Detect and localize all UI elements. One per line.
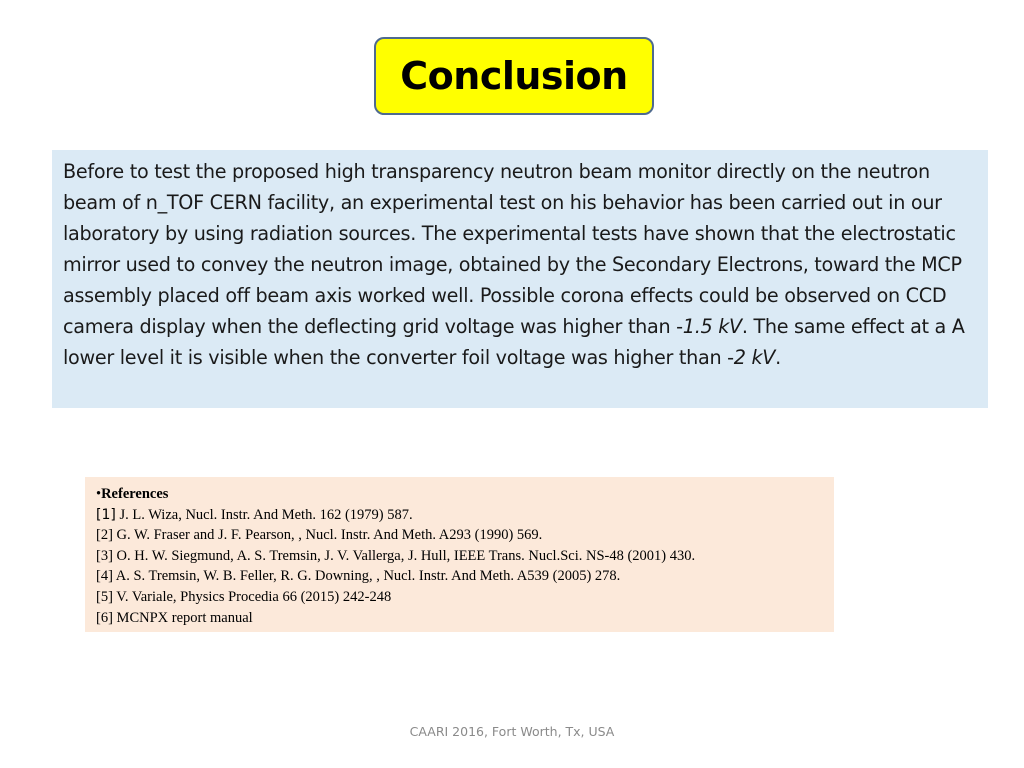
reference-number: [6] <box>96 609 113 626</box>
references-heading-label: References <box>101 486 169 502</box>
page-title: Conclusion <box>400 54 628 98</box>
references-heading <box>96 484 824 505</box>
grid-voltage-value: 1.5 kV <box>682 315 742 338</box>
conclusion-paragraph <box>63 156 978 373</box>
reference-item-5 <box>96 587 824 608</box>
title-box <box>374 37 654 115</box>
reference-item-6 <box>96 608 824 629</box>
conclusion-text-part1: Before to test the proposed high transparency neutron beam monitor directly on the neutron beam of n_TOF CERN facility, an experimental test on his behavior has been carried out in our laboratory by using radiation sources. The experimental tests have shown that the electrostatic mirror used to convey the neutron image, obtained by the Secondary Electrons, toward the MCP assembly placed off beam axis worked well. Possible corona effects could be observed on CCD camera display when the deflecting grid voltage was higher than - <box>63 160 962 338</box>
reference-text: O. H. W. Siegmund, A. S. Tremsin, J. V. Vallerga, J. Hull, IEEE Trans. Nucl.Sci. NS-48 (2001) 430. <box>112 547 696 564</box>
reference-text: MCNPX report manual <box>112 609 253 626</box>
conclusion-text-part2: . The same effect at a A lower level it is visible when the converter foil voltage was higher than - <box>63 315 965 369</box>
references-box <box>85 477 834 632</box>
reference-number: [2] <box>96 527 113 544</box>
bullet-icon: • <box>96 486 102 502</box>
reference-number: [1] <box>96 506 116 523</box>
reference-item-4 <box>96 566 824 587</box>
reference-text: V. Variale, Physics Procedia 66 (2015) 242-248 <box>112 588 392 605</box>
reference-item-3 <box>96 546 824 567</box>
reference-number: [5] <box>96 588 113 605</box>
footer: CAARI 2016, Fort Worth, Tx, USA <box>409 724 615 739</box>
reference-text: G. W. Fraser and J. F. Pearson, , Nucl. Instr. And Meth. A293 (1990) 569. <box>112 527 543 544</box>
conclusion-text-part3: . <box>775 346 781 369</box>
reference-text: J. L. Wiza, Nucl. Instr. And Meth. 162 (1979) 587. <box>115 506 413 523</box>
reference-text: A. S. Tremsin, W. B. Feller, R. G. Downing, , Nucl. Instr. And Meth. A539 (2005) 278. <box>112 568 621 585</box>
reference-item-2 <box>96 525 824 546</box>
reference-number: [3] <box>96 547 113 564</box>
foil-voltage-value: 2 kV <box>733 346 776 369</box>
conclusion-text-box <box>52 150 988 408</box>
reference-item-1 <box>96 505 824 526</box>
reference-number: [4] <box>96 568 113 585</box>
